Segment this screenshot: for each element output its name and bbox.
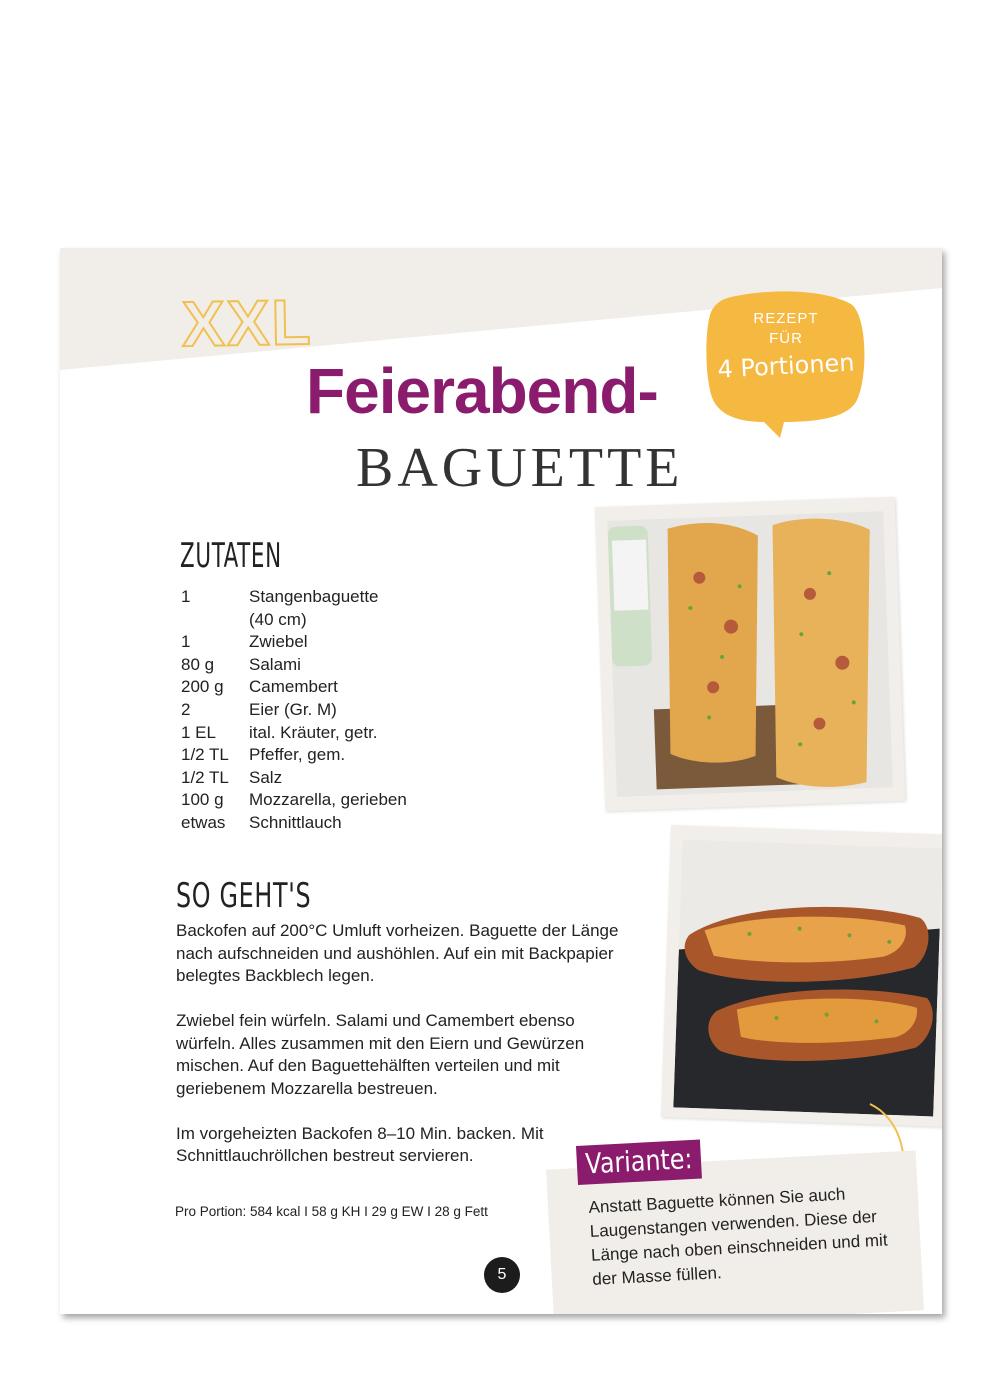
photo-pretzel-slate (661, 825, 942, 1127)
method-heading: SO GEHT'S (176, 876, 312, 916)
ingredients-heading: ZUTATEN (180, 536, 282, 576)
list-item: 200 g Camembert (181, 677, 338, 697)
recipe-page (60, 248, 942, 1314)
method-step: Zwiebel fein würfeln. Salami und Camembert ebenso würfeln. Alles zusammen mit den Eiern und Gewürzen mischen. Auf den Baguettehälften verteilen und mit geriebenem Mozzarella bestreuen. (176, 1011, 585, 1098)
list-item: 100 g Mozzarella, gerieben (181, 790, 407, 810)
photo-baguette-board (595, 497, 905, 811)
list-item: 1/2 TL Salz (181, 767, 283, 787)
list-item: etwas Schnittlauch (181, 812, 342, 832)
list-item: 1 Zwiebel (181, 632, 308, 652)
method-steps (176, 920, 636, 1190)
badge-line2: FÜR (769, 330, 803, 347)
portions-badge (706, 290, 866, 430)
method-step: Backofen auf 200°C Umluft vorheizen. Baguette der Länge nach aufschneiden und aushöhlen. Auf ein mit Backpapier belegtes Backblech legen. (176, 921, 619, 985)
baguette-photo-image (607, 511, 892, 796)
list-item: (40 cm) (249, 609, 307, 629)
list-item: 1 Stangenbaguette (181, 587, 379, 606)
variant-label: Variante: (576, 1140, 702, 1185)
title-sub: BAGUETTE (356, 437, 684, 499)
list-item: 1 EL ital. Kräuter, getr. (181, 722, 378, 742)
kicker-xxl: XXL (181, 285, 314, 361)
variant-text: Anstatt Baguette können Sie auch Laugenstangen verwenden. Diese der Länge nach oben einschneiden und mit der Masse füllen. (588, 1184, 889, 1289)
nutrition-info: Pro Portion: 584 kcal I 58 g KH I 29 g EW I 28 g Fett (175, 1204, 488, 1219)
list-item: 2 Eier (Gr. M) (181, 699, 337, 719)
title-main: Feierabend- (306, 355, 658, 427)
method-step: Im vorgeheizten Backofen 8–10 Min. backen. Mit Schnittlauchröllchen bestreut servieren. (176, 1123, 544, 1165)
badge-line3: 4 Portionen (716, 348, 856, 384)
list-item: 1/2 TL Pfeffer, gem. (181, 745, 346, 765)
pretzel-photo-image (673, 840, 942, 1117)
list-item: 80 g Salami (181, 654, 301, 674)
ingredients-list (181, 586, 469, 835)
page-number: 5 (484, 1257, 520, 1293)
badge-line1: REZEPT (753, 310, 819, 327)
